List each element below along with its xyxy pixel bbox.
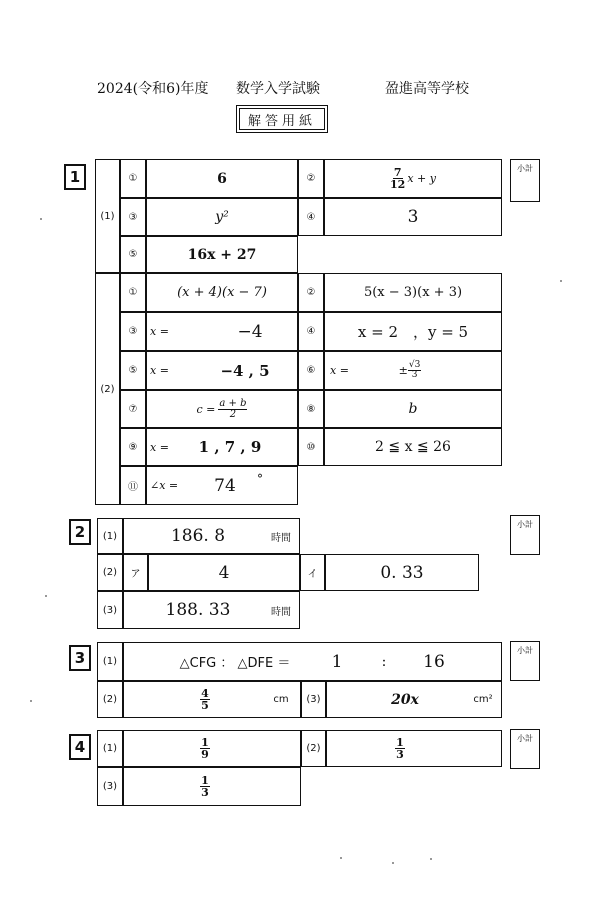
scan-speck — [392, 862, 394, 864]
q1-2-c11: ⑪ — [128, 482, 138, 493]
q1-2-c10: ⑩ — [306, 441, 316, 453]
sheet-title: 解答用紙 — [239, 108, 325, 130]
q1-1-a1: 6 — [217, 170, 227, 187]
q1-2-a7 — [146, 390, 298, 428]
q4-p3-label: (3) — [102, 781, 118, 792]
q2-a3: 188. 33 — [165, 600, 231, 620]
q1-1-a2-fraction: $\frac{7}{12}$ — [390, 166, 406, 191]
question-number-4: 4 — [69, 734, 91, 760]
q1-2-a5: −4 , 5 — [220, 361, 270, 380]
subtotal-box-2: 小計 — [510, 515, 540, 555]
scan-speck — [340, 857, 342, 859]
q1-1-a2-rest: x + y — [407, 172, 436, 185]
q2-a1-unit: 時間 — [271, 532, 291, 544]
q2-p2-label: (2) — [102, 567, 118, 578]
scan-speck — [45, 595, 47, 597]
q1-2-c8: ⑧ — [306, 403, 316, 415]
school-name: 盈進高等学校 — [385, 81, 469, 97]
q4-a3-fraction: $\frac{1}{3}$ — [201, 774, 209, 799]
q1-2-a6-fraction: $\frac{√3}{3}$ — [408, 360, 421, 380]
q3-a1-r1: 1 — [331, 651, 343, 672]
q3-p1-label: (1) — [102, 656, 118, 667]
q1-2-a11: 74 — [214, 475, 236, 496]
q4-a2-fraction: $\frac{1}{3}$ — [396, 736, 404, 761]
q2-a2a: 4 — [218, 562, 230, 583]
q4-p1-label: (1) — [102, 743, 118, 754]
q3-a3-unit: cm² — [473, 694, 493, 705]
exam-year: 2024(令和6)年度 — [97, 81, 209, 97]
exam-title: 数学入学試験 — [236, 81, 320, 97]
q4-a1 — [150, 730, 260, 767]
q1-2-c3: ③ — [128, 326, 138, 337]
scan-speck — [430, 858, 432, 860]
q2-p3-label: (3) — [102, 604, 118, 616]
q1-part1-label: (1) — [100, 210, 115, 222]
q1-2-a3-prefix: x = — [150, 325, 169, 338]
q1-1-a5: 16x + 27 — [187, 246, 257, 263]
q3-a1-ratio-label: △CFG ： △DFE ＝ — [179, 656, 291, 671]
q3-a2-fraction: $\frac{4}{5}$ — [201, 687, 209, 712]
q1-1-c2: ② — [306, 173, 316, 184]
q4-p2-label: (2) — [306, 743, 321, 754]
subtotal-box-1: 小計 — [510, 159, 540, 202]
q4-a1-fraction: $\frac{1}{9}$ — [201, 736, 209, 761]
q1-2-a1: (x + 4)(x − 7) — [177, 285, 267, 300]
q4-a2 — [350, 730, 450, 767]
q1-part2-label: (2) — [100, 383, 115, 395]
q2-a1: 186. 8 — [170, 526, 226, 546]
q1-1-c3: ③ — [128, 211, 138, 223]
q1-2-a2: 5(x − 3)(x + 3) — [363, 285, 463, 300]
q1-2-a11-prefix: ∠x = — [150, 479, 179, 492]
q1-1-a4: 3 — [407, 207, 419, 227]
q1-2-c9: ⑨ — [128, 441, 138, 453]
q3-p2-label: (2) — [102, 694, 118, 705]
q1-2-c4: ④ — [306, 326, 316, 337]
q1-1-c1: ① — [128, 173, 138, 184]
q1-1-c4: ④ — [306, 211, 316, 223]
q1-2-a6-pm: ± — [398, 364, 408, 377]
q3-a1-r2: 16 — [423, 651, 445, 672]
q1-2-c1: ① — [128, 287, 138, 298]
q1-2-c7: ⑦ — [128, 403, 138, 415]
q1-2-c2: ② — [306, 287, 316, 298]
q3-p3-label: (3) — [306, 694, 321, 705]
q2-a3-unit: 時間 — [271, 606, 291, 618]
q3-a2 — [150, 681, 260, 718]
question-number-2: 2 — [69, 519, 91, 545]
q1-2-a10: 2 ≦ x ≦ 26 — [375, 439, 451, 455]
q1-2-a7-fraction: $\frac{a + b}{2}$ — [219, 397, 247, 420]
q3-a2-unit: cm — [273, 694, 289, 705]
q1-2-c6: ⑥ — [306, 365, 316, 376]
question-number-3: 3 — [69, 645, 91, 671]
question-number-1: 1 — [64, 164, 86, 190]
q1-1-c5: ⑤ — [128, 249, 138, 260]
q1-2-a7-prefix: c = — [196, 402, 216, 416]
subtotal-box-3: 小計 — [510, 641, 540, 681]
q1-2-c5: ⑤ — [128, 365, 138, 376]
q1-2-a4: x = 2 ，y = 5 — [357, 323, 469, 341]
q2-a-label: ア — [130, 569, 141, 580]
q1-1-a3: y² — [215, 209, 229, 225]
q2-p1-label: (1) — [102, 530, 118, 542]
q1-2-a6 — [380, 351, 440, 390]
q1-2-a6-prefix: x = — [330, 364, 349, 377]
q1-1-a2 — [324, 159, 502, 198]
q1-2-a3: −4 — [237, 321, 263, 342]
q3-a1-colon: : — [381, 653, 387, 670]
scan-speck — [560, 280, 562, 282]
q2-i-label: イ — [307, 569, 318, 580]
q1-2-a5-prefix: x = — [150, 364, 169, 377]
q1-2-a11-unit: ° — [257, 472, 263, 486]
subtotal-box-4: 小計 — [510, 729, 540, 769]
q1-2-a9-prefix: x = — [150, 440, 169, 454]
scan-speck — [40, 218, 42, 220]
scan-speck — [30, 700, 32, 702]
q3-a3: 20x — [391, 691, 419, 708]
q2-a2i: 0. 33 — [380, 562, 424, 583]
q1-2-a9: 1 , 7 , 9 — [198, 438, 262, 456]
q4-a3 — [150, 767, 260, 806]
q1-2-a8: b — [408, 401, 418, 417]
